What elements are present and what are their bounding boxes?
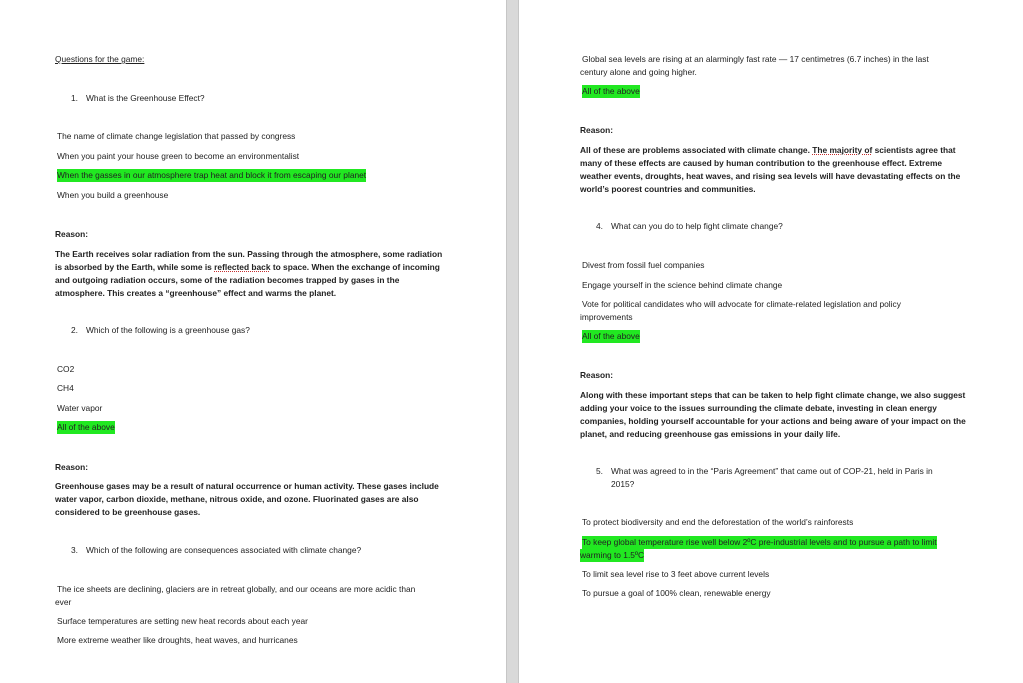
answer-option-correct: All of the above	[57, 422, 115, 432]
reason-line: and outgoing radiation occurs, some of the radiation becomes trapped by gases in the	[55, 275, 400, 285]
question-number: 5.	[596, 466, 603, 476]
document-page-left	[0, 0, 506, 683]
answer-option: When you paint your house green to become an environmentalist	[57, 151, 300, 161]
question-number: 3.	[71, 545, 78, 555]
question-number: 2.	[71, 325, 78, 335]
reason-line: atmosphere. This creates a “greenhouse” effect and warms the planet.	[55, 288, 337, 298]
reason-text: is absorbed by the Earth, while some is	[55, 262, 212, 272]
answer-option: Vote for political candidates who will advocate for climate-related legislation and policy	[582, 299, 901, 309]
reason-line	[55, 261, 440, 274]
answer-option-continued: improvements	[580, 312, 633, 322]
answer-option-correct-continued: warming to 1.5ºC	[580, 550, 645, 560]
question-text: What can you do to help fight climate change?	[611, 221, 783, 231]
question-number: 4.	[596, 221, 603, 231]
reason-text: All of these are problems associated with climate change.	[580, 145, 810, 155]
answer-option: To pursue a goal of 100% clean, renewable energy	[582, 588, 771, 598]
question-text-continued: 2015?	[611, 479, 635, 489]
reason-line: Along with these important steps that can be taken to help fight climate change, we also suggest	[580, 390, 966, 400]
reason-line: companies, holding yourself accountable for your actions and being aware of your impact on the	[580, 416, 966, 426]
reason-text: scientists agree that	[874, 145, 956, 155]
answer-option: The ice sheets are declining, glaciers are in retreat globally, and our oceans are more acidic than	[57, 584, 416, 594]
answer-option: CH4	[57, 383, 74, 393]
reason-line: water vapor, carbon dioxide, methane, nitrous oxide, and ozone. Fluorinated gases are also	[55, 494, 419, 504]
reason-line: Greenhouse gases may be a result of natural occurrence or human activity. These gases include	[55, 481, 439, 491]
reason-line: adding your voice to the issues surrounding the climate debate, investing in clean energy	[580, 403, 937, 413]
answer-option-continued: ever	[55, 597, 72, 607]
page-gutter	[506, 0, 519, 683]
spellcheck-underlined-text: reflected back	[214, 262, 271, 272]
reason-line	[580, 144, 956, 157]
answer-option-correct: All of the above	[582, 86, 640, 96]
answer-option-correct: When the gasses in our atmosphere trap heat and block it from escaping our planet	[57, 170, 367, 180]
spellcheck-underlined-text: The majority of	[812, 145, 873, 155]
question-text: Which of the following is a greenhouse gas?	[86, 325, 250, 335]
reason-line: The Earth receives solar radiation from the sun. Passing through the atmosphere, some radiation	[55, 249, 443, 259]
answer-option: The name of climate change legislation that passed by congress	[57, 131, 296, 141]
answer-option: Water vapor	[57, 403, 103, 413]
question-text: What is the Greenhouse Effect?	[86, 93, 205, 103]
answer-option: To limit sea level rise to 3 feet above current levels	[582, 569, 770, 579]
reason-label: Reason:	[55, 229, 89, 239]
reason-label: Reason:	[580, 125, 614, 135]
page-heading: Questions for the game:	[55, 54, 145, 64]
reason-text: to space. When the exchange of incoming	[272, 262, 440, 272]
answer-option: Divest from fossil fuel companies	[582, 260, 705, 270]
answer-option: Surface temperatures are setting new heat records about each year	[57, 616, 308, 626]
question-number: 1.	[71, 93, 78, 103]
reason-line: world’s poorest countries and communities.	[580, 184, 756, 194]
question-text: What was agreed to in the “Paris Agreement” that came out of COP-21, held in Paris in	[611, 466, 933, 476]
answer-option: When you build a greenhouse	[57, 190, 169, 200]
answer-option-correct: To keep global temperature rise well below 2ºC pre-industrial levels and to pursue a path to limit	[582, 537, 937, 547]
reason-label: Reason:	[55, 462, 89, 472]
reason-line: many of these effects are caused by human contribution to the greenhouse effect. Extreme	[580, 158, 943, 168]
reason-label: Reason:	[580, 370, 614, 380]
reason-line: considered to be greenhouse gases.	[55, 507, 201, 517]
answer-option: Global sea levels are rising at an alarmingly fast rate — 17 centimetres (6.7 inches) in the last	[582, 54, 929, 64]
answer-option: More extreme weather like droughts, heat waves, and hurricanes	[57, 635, 298, 645]
answer-option: Engage yourself in the science behind climate change	[582, 280, 783, 290]
reason-line: planet, and reducing greenhouse gas emissions in your daily life.	[580, 429, 841, 439]
answer-option: CO2	[57, 364, 75, 374]
reason-line: weather events, droughts, heat waves, and rising sea levels will have devastating effects on the	[580, 171, 961, 181]
answer-option: To protect biodiversity and end the deforestation of the world’s rainforests	[582, 517, 854, 527]
answer-option-correct: All of the above	[582, 331, 640, 341]
answer-option-continued: century alone and going higher.	[580, 67, 697, 77]
document-page-right	[519, 0, 1023, 683]
question-text: Which of the following are consequences associated with climate change?	[86, 545, 362, 555]
